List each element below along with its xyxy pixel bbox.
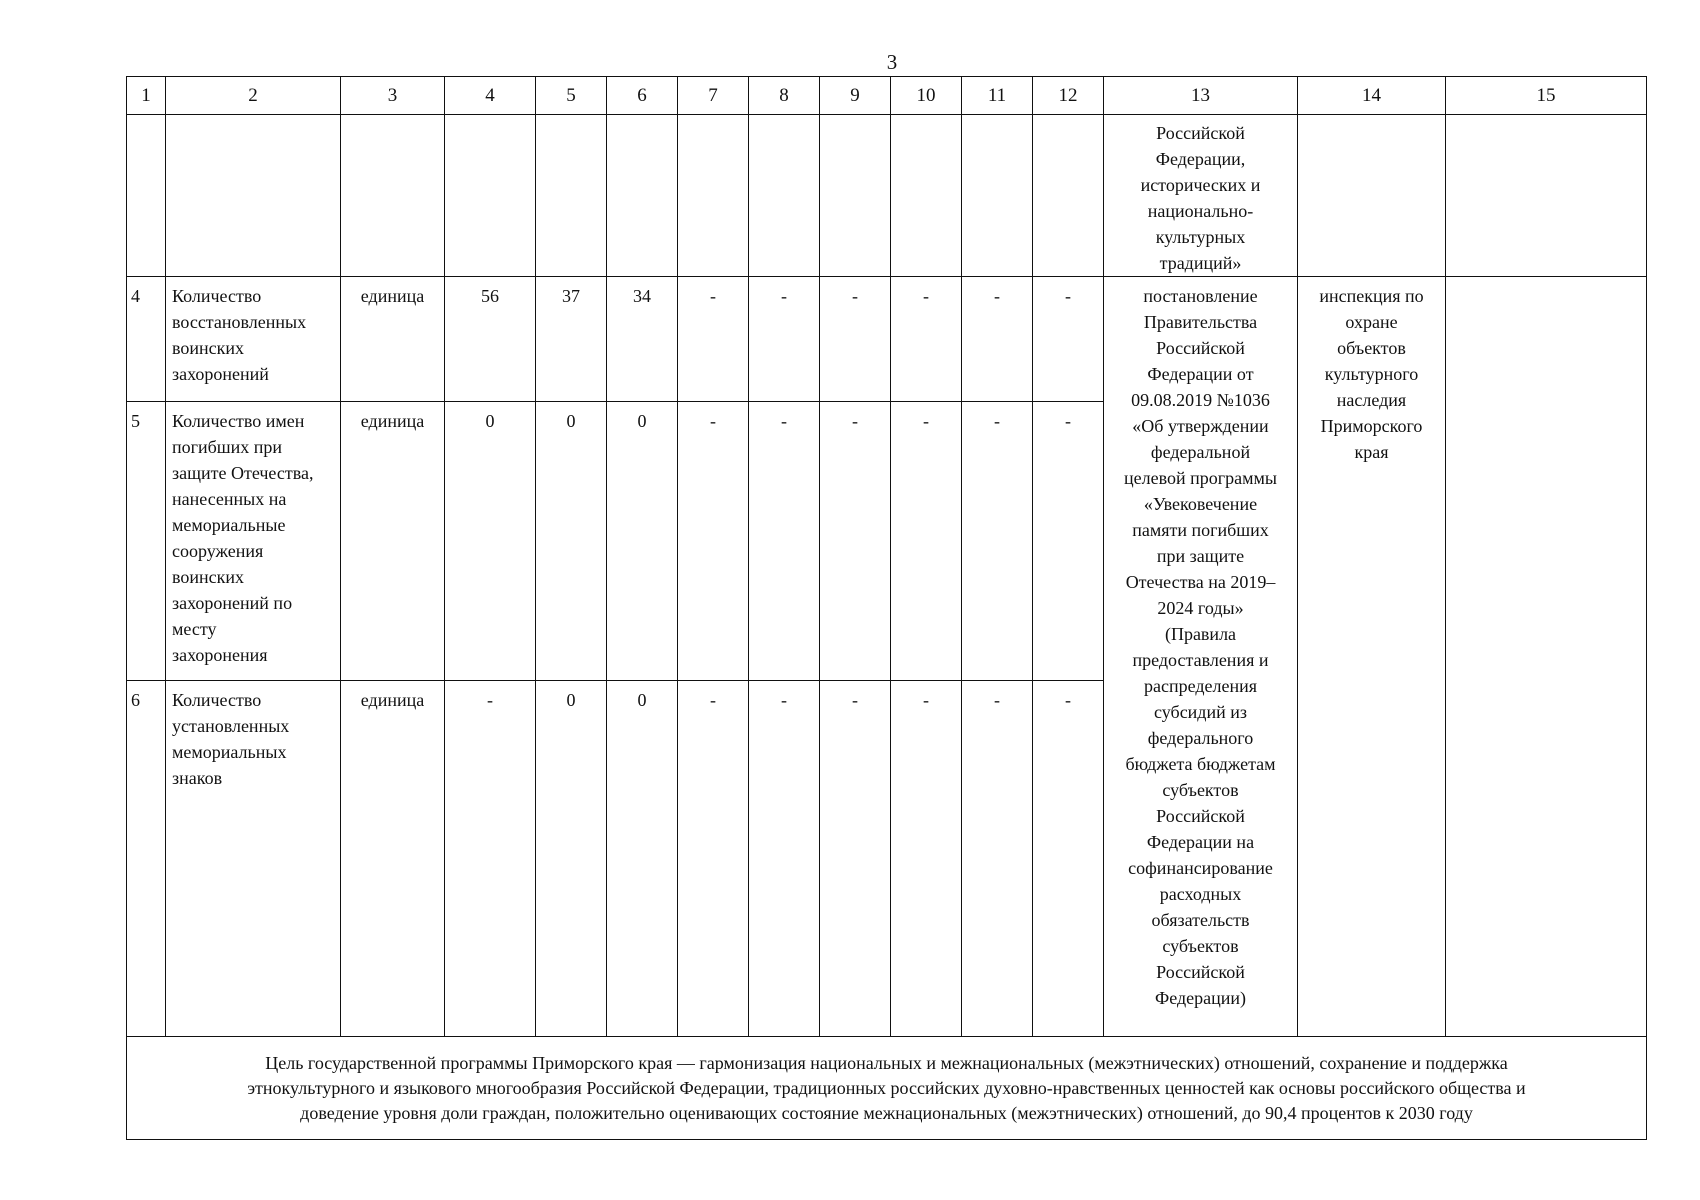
program-goal-row — [127, 1037, 1647, 1140]
text-line: памяти погибших — [1132, 520, 1269, 540]
value-cell: - — [820, 681, 891, 1037]
text-line: софинансирование — [1128, 858, 1273, 878]
text-line: объектов — [1337, 338, 1406, 358]
text-line: воинских — [172, 338, 245, 358]
indicators-table — [126, 76, 1647, 1140]
value-cell: - — [678, 681, 749, 1037]
value-cell: 0 — [536, 402, 607, 681]
text-line: нанесенных на — [172, 489, 287, 509]
program-goal-cell — [127, 1037, 1647, 1140]
empty-cell — [166, 115, 341, 277]
text-line: 2024 годы» — [1157, 598, 1244, 618]
text-line: распределения — [1143, 676, 1258, 696]
row-number: 6 — [127, 681, 166, 1037]
empty-cell — [127, 115, 166, 277]
empty-cell — [820, 115, 891, 277]
text-line: мемориальные — [172, 515, 286, 535]
value-cell: - — [891, 681, 962, 1037]
text-line: Российской — [1156, 123, 1245, 143]
text-line: Федерации от — [1147, 364, 1254, 384]
text-line: предоставления и — [1132, 650, 1269, 670]
column-number-cell: 10 — [891, 77, 962, 115]
empty-cell — [341, 115, 445, 277]
column-number-cell: 4 — [445, 77, 536, 115]
text-line: захоронений — [172, 364, 269, 384]
indicator-name — [166, 277, 341, 402]
column-number-cell: 15 — [1446, 77, 1647, 115]
text-line: восстановленных — [172, 312, 307, 332]
unit-cell: единица — [341, 402, 445, 681]
column-number-cell: 5 — [536, 77, 607, 115]
basis-document-cell — [1104, 277, 1298, 1037]
value-cell: - — [678, 402, 749, 681]
column-number-cell: 1 — [127, 77, 166, 115]
text-line: Российской — [1156, 962, 1245, 982]
unit-cell: единица — [341, 681, 445, 1037]
text-line: края — [1354, 442, 1389, 462]
responsible-executor-cell — [1298, 277, 1446, 1037]
text-line: «Об утверждении — [1132, 416, 1269, 436]
text-line: Приморского — [1320, 416, 1423, 436]
table-row — [127, 277, 1647, 402]
text-line: установленных — [172, 716, 290, 736]
value-cell: - — [749, 402, 820, 681]
value-cell: - — [1033, 402, 1104, 681]
text-line: охране — [1345, 312, 1398, 332]
text-line: сооружения — [172, 541, 264, 561]
value-cell: - — [820, 402, 891, 681]
page-number: 3 — [886, 50, 898, 74]
text-line: знаков — [172, 768, 223, 788]
value-cell: 56 — [445, 277, 536, 402]
text-line: погибших при — [172, 437, 283, 457]
text-line: федерального — [1147, 728, 1254, 748]
empty-cell — [607, 115, 678, 277]
value-cell: - — [962, 277, 1033, 402]
column-number-cell: 13 — [1104, 77, 1298, 115]
text-line: обязательств — [1151, 910, 1250, 930]
text-line: воинских — [172, 567, 245, 587]
basis-document-continuation-cell — [1104, 115, 1298, 277]
row-number: 4 — [127, 277, 166, 402]
indicator-name — [166, 681, 341, 1037]
column-number-row — [127, 77, 1647, 115]
text-line: этнокультурного и языкового многообразия Российской Федерации, традиционных российских духовно-нравственных ценностей как основы российского общества и — [247, 1077, 1526, 1098]
text-line: Федерации, — [1155, 149, 1246, 169]
value-cell: - — [1033, 681, 1104, 1037]
empty-cell — [1446, 277, 1647, 1037]
text-line: субъектов — [1162, 780, 1239, 800]
unit-cell: единица — [341, 277, 445, 402]
empty-cell — [749, 115, 820, 277]
text-line: Правительства — [1143, 312, 1258, 332]
value-cell: - — [749, 681, 820, 1037]
text-line: (Правила — [1164, 624, 1237, 644]
row-number: 5 — [127, 402, 166, 681]
value-cell: 0 — [536, 681, 607, 1037]
text-line: при защите — [1156, 546, 1245, 566]
text-line: защите Отечества, — [172, 463, 314, 483]
column-number-cell: 2 — [166, 77, 341, 115]
text-line: Федерации) — [1154, 988, 1246, 1008]
column-number-cell: 9 — [820, 77, 891, 115]
empty-cell — [962, 115, 1033, 277]
text-line: захоронения — [172, 645, 268, 665]
column-number-cell: 14 — [1298, 77, 1446, 115]
value-cell: 37 — [536, 277, 607, 402]
text-line: целевой программы — [1124, 468, 1277, 488]
empty-cell — [678, 115, 749, 277]
text-line: субсидий из — [1154, 702, 1247, 722]
column-number-cell: 11 — [962, 77, 1033, 115]
text-line: мемориальных — [172, 742, 287, 762]
text-line: исторических и — [1140, 175, 1261, 195]
text-line: Российской — [1156, 338, 1245, 358]
text-line: Цель государственной программы Приморского края — гармонизация национальных и межнациональных (межэтнических) отношений, сохранение и поддержка — [265, 1052, 1508, 1073]
text-line: постановление — [1143, 286, 1258, 306]
empty-cell — [445, 115, 536, 277]
empty-cell — [891, 115, 962, 277]
column-number-cell: 6 — [607, 77, 678, 115]
text-line: расходных — [1159, 884, 1242, 904]
empty-cell — [536, 115, 607, 277]
text-line: месту — [172, 619, 217, 639]
text-line: инспекция по — [1319, 286, 1424, 306]
text-line: культурных — [1155, 227, 1246, 247]
text-line: Федерации на — [1146, 832, 1255, 852]
text-line: Отечества на 2019– — [1125, 572, 1276, 592]
text-line: федеральной — [1150, 442, 1251, 462]
text-line: Количество — [172, 286, 262, 306]
column-number-cell: 12 — [1033, 77, 1104, 115]
column-number-cell: 3 — [341, 77, 445, 115]
text-line: 09.08.2019 №1036 — [1131, 390, 1270, 410]
value-cell: - — [891, 277, 962, 402]
value-cell: - — [1033, 277, 1104, 402]
value-cell: 0 — [607, 681, 678, 1037]
text-line: «Увековечение — [1143, 494, 1258, 514]
text-line: захоронений по — [172, 593, 293, 613]
empty-cell — [1446, 115, 1647, 277]
column-number-cell: 8 — [749, 77, 820, 115]
text-line: наследия — [1336, 390, 1407, 410]
value-cell: 0 — [607, 402, 678, 681]
value-cell: - — [678, 277, 749, 402]
continuation-row — [127, 115, 1647, 277]
value-cell: 34 — [607, 277, 678, 402]
text-line: Российской — [1156, 806, 1245, 826]
text-line: национально- — [1147, 201, 1254, 221]
empty-cell — [1033, 115, 1104, 277]
empty-cell — [1298, 115, 1446, 277]
text-line: культурного — [1324, 364, 1419, 384]
value-cell: - — [891, 402, 962, 681]
value-cell: - — [749, 277, 820, 402]
text-line: Количество имен — [172, 411, 305, 431]
text-line: традиций» — [1159, 253, 1242, 273]
indicator-name — [166, 402, 341, 681]
text-line: Количество — [172, 690, 262, 710]
value-cell: - — [962, 681, 1033, 1037]
text-line: доведение уровня доли граждан, положительно оценивающих состояние межнациональных (межэтнических) отношений, до 90,4 процентов к 2030 году — [300, 1102, 1473, 1123]
value-cell: 0 — [445, 402, 536, 681]
value-cell: - — [820, 277, 891, 402]
column-number-cell: 7 — [678, 77, 749, 115]
text-line: бюджета бюджетам — [1125, 754, 1276, 774]
value-cell: - — [445, 681, 536, 1037]
text-line: субъектов — [1162, 936, 1239, 956]
value-cell: - — [962, 402, 1033, 681]
